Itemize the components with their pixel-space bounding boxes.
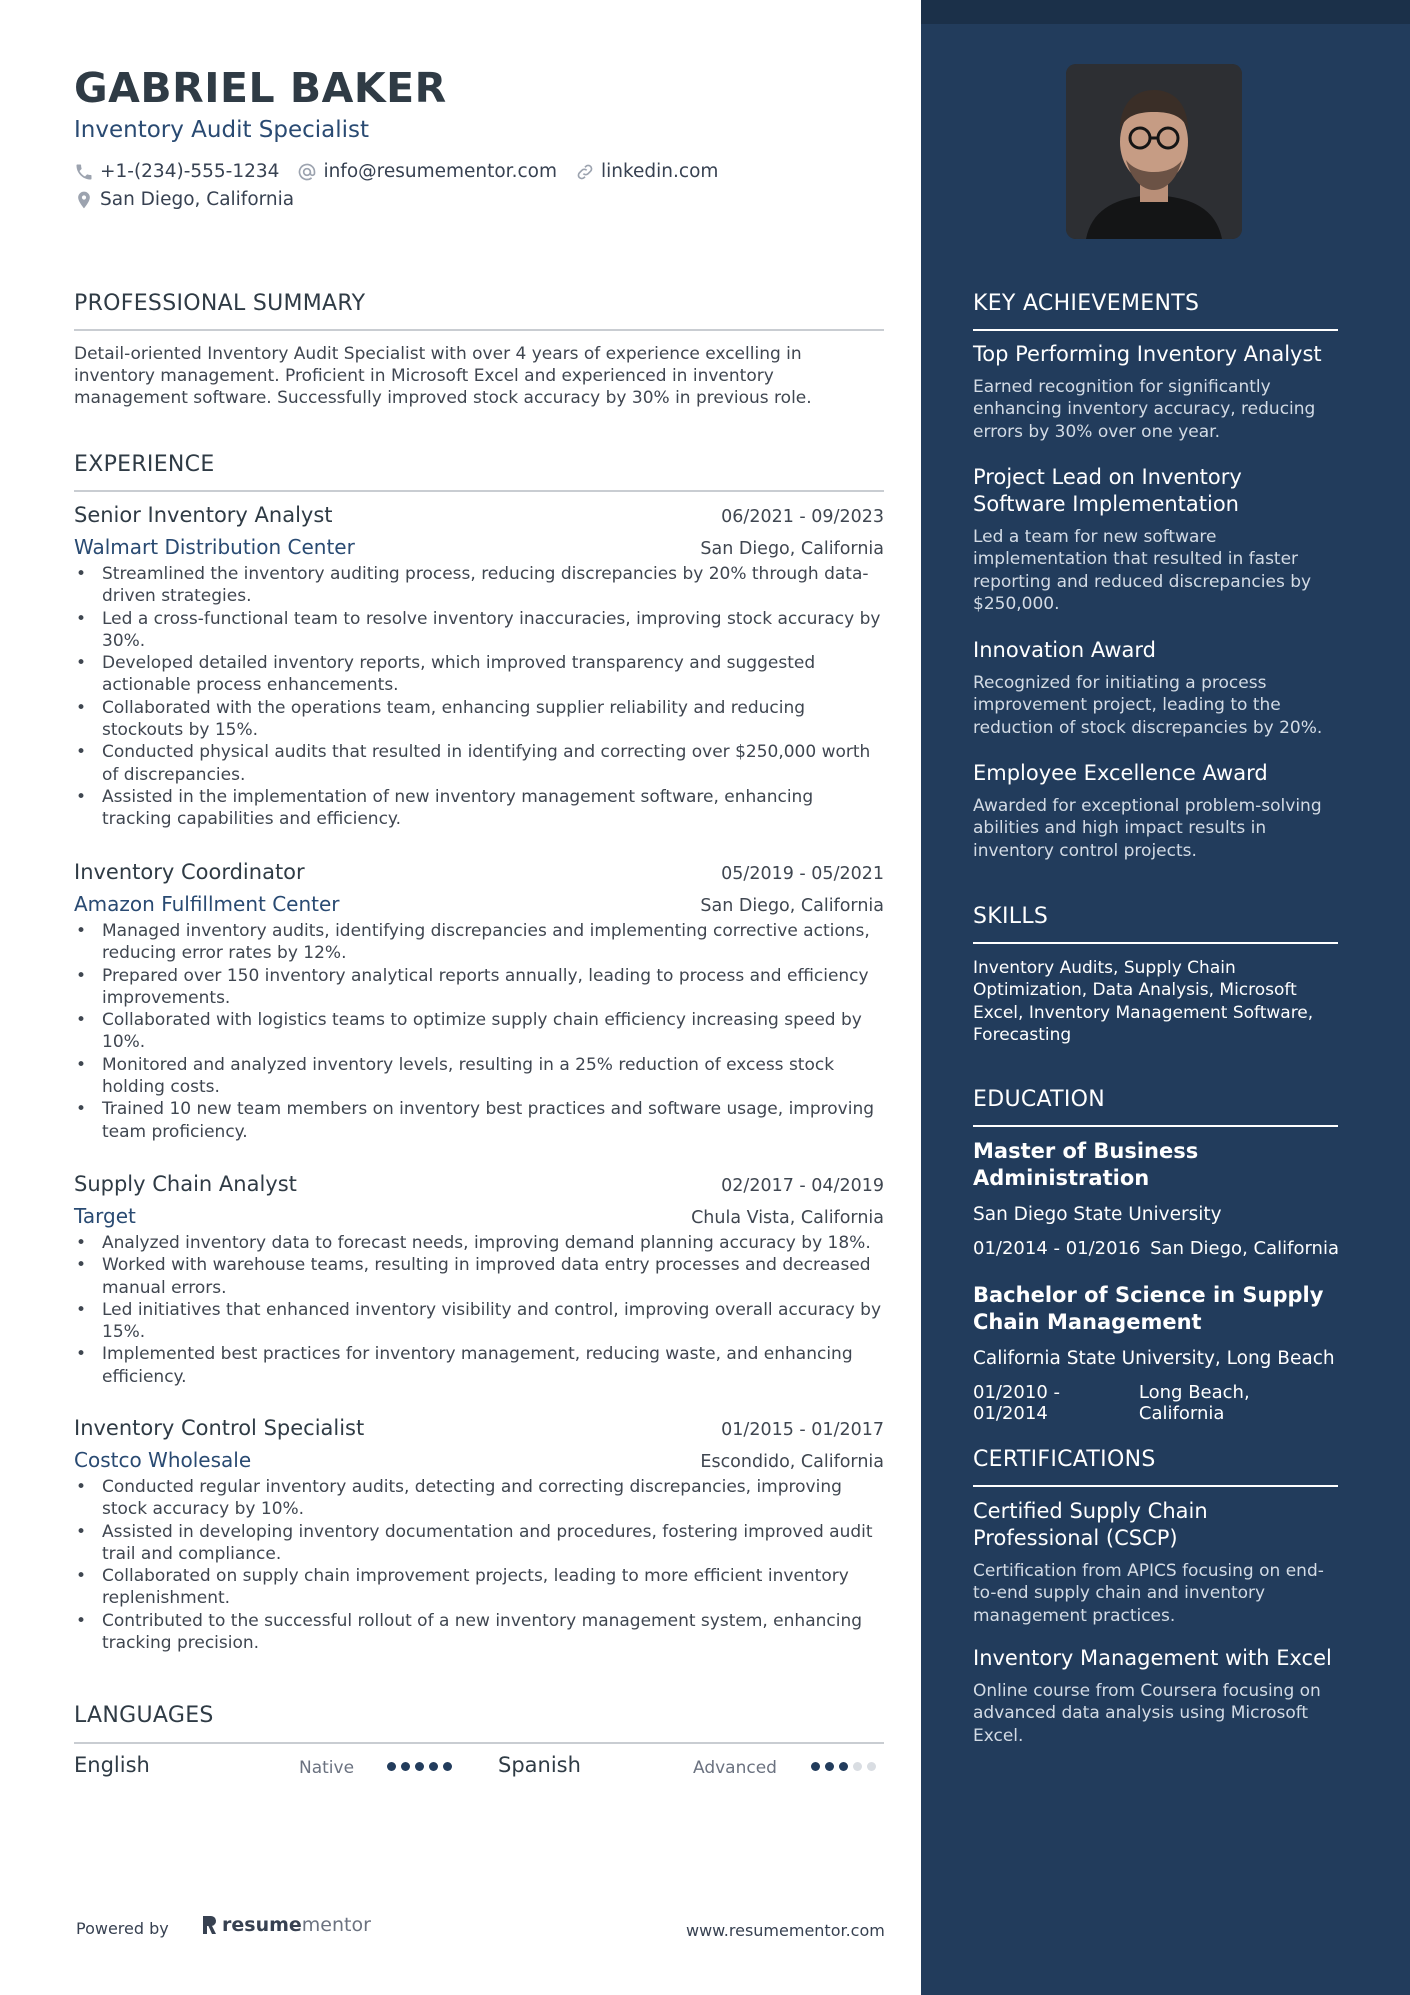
language-level: Advanced xyxy=(693,1758,777,1778)
brand-bold: resume xyxy=(222,1914,302,1936)
candidate-name: GABRIEL BAKER xyxy=(74,64,447,112)
proficiency-dot-empty xyxy=(853,1762,862,1771)
job-bullets xyxy=(74,1232,884,1388)
bullet-item: • Conducted physical audits that resulted in identifying and correcting over $250,000 worth of discrepancies. xyxy=(74,741,884,786)
contact-row xyxy=(74,161,736,182)
proficiency-dot-filled xyxy=(839,1762,848,1771)
proficiency-dot-filled xyxy=(429,1762,438,1771)
bullet-item: • Assisted in the implementation of new inventory management software, enhancing tracking capabilities and efficiency. xyxy=(74,786,884,831)
skills-divider xyxy=(973,942,1338,944)
education-school: California State University, Long Beach xyxy=(973,1348,1335,1369)
proficiency-dot-filled xyxy=(401,1762,410,1771)
email-text[interactable]: info@resumementor.com xyxy=(323,161,557,182)
bullet-item: • Trained 10 new team members on inventory best practices and software usage, improving team proficiency. xyxy=(74,1098,884,1143)
achievement-desc: Awarded for exceptional problem-solving abilities and high impact results in inventory control projects. xyxy=(973,796,1322,861)
job-company: Target xyxy=(74,1204,136,1228)
education-degree: Bachelor of Science in Supply Chain Management xyxy=(973,1283,1324,1334)
achievement-title: Project Lead on Inventory Software Implementation xyxy=(973,465,1242,516)
resumementor-logo[interactable] xyxy=(200,1914,371,1936)
education-heading: EDUCATION xyxy=(973,1087,1106,1112)
language-dots xyxy=(811,1762,881,1771)
job-bullets xyxy=(74,920,884,1143)
achievement-desc: Recognized for initiating a process improvement project, leading to the reduction of stock discrepancies by 20%. xyxy=(973,673,1323,738)
sidebar-top-band xyxy=(921,0,1410,24)
education-degree: Master of Business Administration xyxy=(973,1139,1199,1190)
achievement-item xyxy=(973,637,1339,739)
education-item xyxy=(973,1282,1339,1424)
achievement-item xyxy=(973,341,1339,443)
summary-heading: PROFESSIONAL SUMMARY xyxy=(74,291,366,316)
profile-photo xyxy=(1066,64,1242,239)
phone-contact xyxy=(74,161,279,182)
job-location: Escondido, California xyxy=(700,1452,884,1472)
profile-photo-illustration xyxy=(1066,64,1242,239)
linkedin-contact[interactable] xyxy=(575,161,718,182)
job-title: Inventory Control Specialist xyxy=(74,1416,365,1440)
certification-desc: Certification from APICS focusing on end-to-end supply chain and inventory management practices. xyxy=(973,1561,1324,1626)
job-title: Senior Inventory Analyst xyxy=(74,503,333,527)
language-dots xyxy=(387,1762,457,1771)
job-entry xyxy=(74,1416,884,1654)
certification-item xyxy=(973,1645,1339,1747)
certification-title: Certified Supply Chain Professional (CSCP) xyxy=(973,1499,1208,1550)
bullet-item: • Led initiatives that enhanced inventory visibility and control, improving overall accuracy by 15%. xyxy=(74,1299,884,1344)
experience-divider xyxy=(74,490,884,492)
achievement-desc: Earned recognition for significantly enhancing inventory accuracy, reducing errors by 30% over one year. xyxy=(973,377,1316,442)
education-dates: 01/2014 - 01/2016 xyxy=(973,1238,1141,1259)
education-item xyxy=(973,1138,1339,1259)
achievement-item xyxy=(973,464,1339,615)
skills-heading: SKILLS xyxy=(973,904,1049,929)
proficiency-dot-filled xyxy=(811,1762,820,1771)
location-text: San Diego, California xyxy=(100,189,295,210)
location-pin-icon xyxy=(74,190,94,210)
job-title: Supply Chain Analyst xyxy=(74,1172,297,1196)
bullet-item: • Monitored and analyzed inventory levels, resulting in a 25% reduction of excess stock holding costs. xyxy=(74,1054,884,1099)
proficiency-dot-empty xyxy=(867,1762,876,1771)
job-entry xyxy=(74,860,884,1143)
job-location: Chula Vista, California xyxy=(691,1208,884,1228)
at-icon xyxy=(297,162,317,182)
footer-website[interactable]: www.resumementor.com xyxy=(686,1921,885,1940)
certification-desc: Online course from Coursera focusing on advanced data analysis using Microsoft Excel. xyxy=(973,1681,1321,1746)
achievement-title: Employee Excellence Award xyxy=(973,761,1268,785)
achievements-heading: KEY ACHIEVEMENTS xyxy=(973,291,1200,316)
link-icon xyxy=(575,162,595,182)
job-dates: 06/2021 - 09/2023 xyxy=(721,507,884,527)
job-dates: 05/2019 - 05/2021 xyxy=(721,864,884,884)
language-name: English xyxy=(74,1753,150,1777)
education-location: Long Beach, California xyxy=(1138,1382,1250,1424)
achievement-title: Top Performing Inventory Analyst xyxy=(973,342,1322,366)
location-contact xyxy=(74,189,294,210)
bullet-item: • Collaborated with the operations team, enhancing supplier reliability and reducing stockouts by 15%. xyxy=(74,697,884,742)
proficiency-dot-filled xyxy=(825,1762,834,1771)
job-company: Walmart Distribution Center xyxy=(74,535,355,559)
achievement-desc: Led a team for new software implementation that resulted in faster reporting and reduced discrepancies by $250,000. xyxy=(973,527,1312,614)
bullet-item: • Streamlined the inventory auditing process, reducing discrepancies by 20% through data-driven strategies. xyxy=(74,563,884,608)
job-dates: 01/2015 - 01/2017 xyxy=(721,1420,884,1440)
job-bullets xyxy=(74,563,884,831)
certifications-divider xyxy=(973,1485,1338,1487)
proficiency-dot-filled xyxy=(443,1762,452,1771)
candidate-title: Inventory Audit Specialist xyxy=(74,117,370,143)
bullet-item: • Prepared over 150 inventory analytical reports annually, leading to process and efficiency improvements. xyxy=(74,965,884,1010)
bullet-item: • Conducted regular inventory audits, detecting and correcting discrepancies, improving stock accuracy by 10%. xyxy=(74,1476,884,1521)
sidebar xyxy=(921,0,1410,1995)
job-company: Costco Wholesale xyxy=(74,1448,252,1472)
job-location: San Diego, California xyxy=(700,539,884,559)
job-bullets xyxy=(74,1476,884,1654)
resumementor-logo-icon xyxy=(200,1914,218,1936)
languages-heading: LANGUAGES xyxy=(74,1703,214,1728)
bullet-item: • Collaborated on supply chain improvement projects, leading to more efficient inventory replenishment. xyxy=(74,1565,884,1610)
proficiency-dot-filled xyxy=(387,1762,396,1771)
bullet-item: • Managed inventory audits, identifying discrepancies and implementing corrective actions, reducing error rates by 12%. xyxy=(74,920,884,965)
achievement-title: Innovation Award xyxy=(973,638,1157,662)
skills-text: Inventory Audits, Supply Chain Optimization, Data Analysis, Microsoft Excel, Inventory Management Software, Forecasting xyxy=(973,958,1314,1045)
certification-item xyxy=(973,1498,1339,1627)
language-name: Spanish xyxy=(498,1753,581,1777)
education-dates: 01/2010 - 01/2014 xyxy=(973,1382,1060,1424)
languages-divider xyxy=(74,1742,884,1744)
phone-text: +1-(234)-555-1234 xyxy=(100,161,280,182)
job-company: Amazon Fulfillment Center xyxy=(74,892,340,916)
bullet-item: • Analyzed inventory data to forecast needs, improving demand planning accuracy by 18%. xyxy=(74,1232,884,1254)
bullet-item: • Worked with warehouse teams, resulting in improved data entry processes and decreased manual errors. xyxy=(74,1254,884,1299)
email-contact[interactable] xyxy=(297,161,557,182)
certifications-heading: CERTIFICATIONS xyxy=(973,1447,1156,1472)
achievement-item xyxy=(973,760,1339,862)
job-entry xyxy=(74,503,884,831)
bullet-item: • Collaborated with logistics teams to optimize supply chain efficiency increasing speed by 10%. xyxy=(74,1009,884,1054)
education-location: San Diego, California xyxy=(1150,1238,1339,1259)
job-entry xyxy=(74,1172,884,1388)
education-divider xyxy=(973,1125,1338,1127)
language-level: Native xyxy=(299,1758,355,1778)
phone-icon xyxy=(74,162,94,182)
experience-heading: EXPERIENCE xyxy=(74,452,215,477)
certification-title: Inventory Management with Excel xyxy=(973,1646,1332,1670)
location-row xyxy=(74,189,312,210)
bullet-item: • Contributed to the successful rollout of a new inventory management system, enhancing tracking precision. xyxy=(74,1610,884,1655)
summary-text: Detail-oriented Inventory Audit Specialist with over 4 years of experience excelling in inventory management. Proficient in Microsoft Excel and experienced in inventory management software. Successfully improved stock accuracy by 30% in previous role. xyxy=(74,344,812,408)
job-title: Inventory Coordinator xyxy=(74,860,305,884)
brand-light: mentor xyxy=(301,1914,371,1936)
powered-by-label: Powered by xyxy=(76,1919,169,1938)
job-location: San Diego, California xyxy=(700,896,884,916)
education-school: San Diego State University xyxy=(973,1204,1222,1225)
achievements-divider xyxy=(973,329,1338,331)
proficiency-dot-filled xyxy=(415,1762,424,1771)
bullet-item: • Led a cross-functional team to resolve inventory inaccuracies, improving stock accuracy by 30%. xyxy=(74,608,884,653)
bullet-item: • Assisted in developing inventory documentation and procedures, fostering improved audit trail and compliance. xyxy=(74,1521,884,1566)
bullet-item: • Developed detailed inventory reports, which improved transparency and suggested actionable process enhancements. xyxy=(74,652,884,697)
job-dates: 02/2017 - 04/2019 xyxy=(721,1176,884,1196)
linkedin-text[interactable]: linkedin.com xyxy=(600,161,719,182)
summary-divider xyxy=(74,329,884,331)
bullet-item: • Implemented best practices for inventory management, reducing waste, and enhancing efficiency. xyxy=(74,1343,884,1388)
